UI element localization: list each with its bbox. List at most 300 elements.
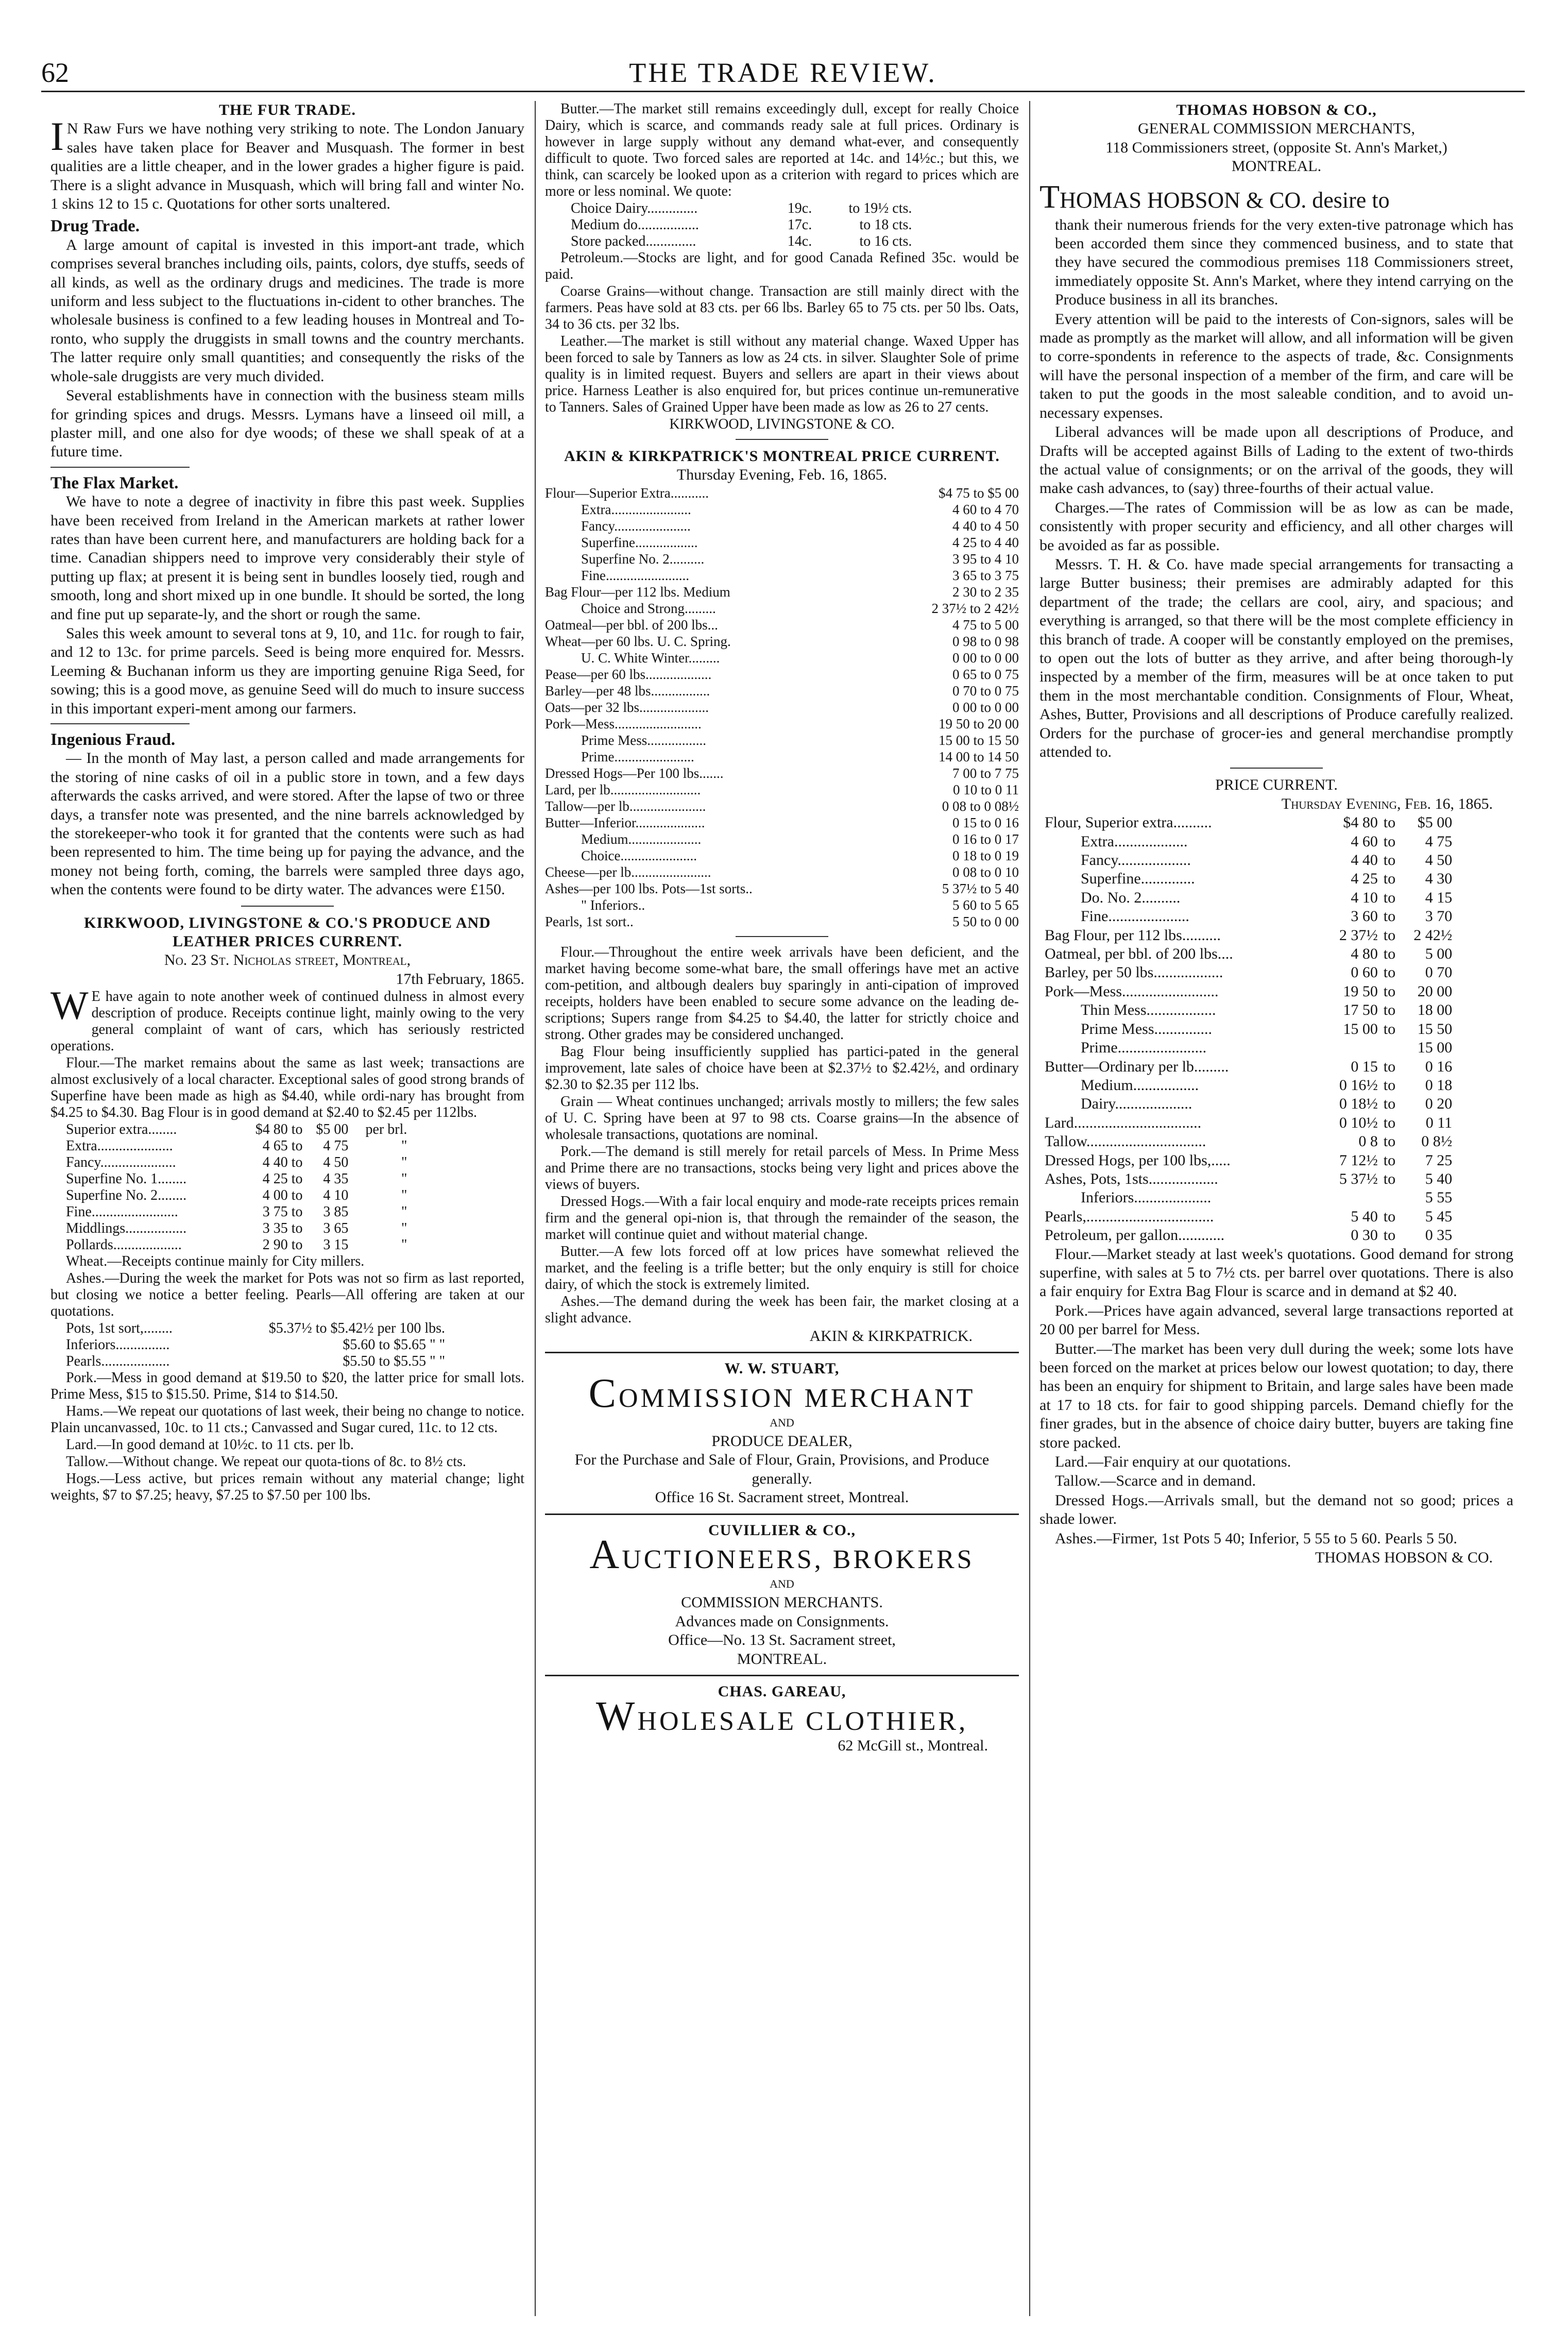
table-cell: Oatmeal, per bbl. of 200 lbs.... (1045, 945, 1233, 963)
table-row (1045, 1058, 1452, 1076)
table-row (571, 200, 912, 217)
table-cell: to (1383, 982, 1396, 1000)
table-cell: Fancy..................... (66, 1154, 176, 1171)
table-cell: Cheese—per lb....................... (545, 864, 711, 880)
table-cell: 17c. (787, 217, 812, 233)
table-cell: to (1383, 1095, 1396, 1113)
kl-ashes-table (66, 1320, 445, 1370)
akin-grain: Grain — Wheat continues unchanged; arrivals mostly to millers; the few sales of U. C. Spring have been at 97 to 98 cts. Coarse grains—In the absence of wholesale transactions, quotations are nominal. (545, 1093, 1019, 1143)
section-rule (1230, 768, 1323, 769)
kl-butter: Butter.—The market still remains exceedingly dull, except for really Choice Dairy, which is scarce, and commands ready sale at full prices. Ordinary is however in large supply without any demand what-ever, and consequently difficult to quote. Two forced sales are reported at 14c. and 14½c.; but this, we think, can scarcely be looked upon as a criterion with regard to prices which are more or less nominal. We quote: (545, 101, 1019, 199)
table-cell: 0 18 (1425, 1076, 1453, 1094)
table-cell: 0 15 to 0 16 (952, 814, 1019, 830)
cuvillier-line2: COMMISSION MERCHANTS. (681, 1594, 883, 1611)
stuart-line3: For the Purchase and Sale of Flour, Grain, Provisions, and Produce generally. (574, 1451, 990, 1487)
kl-intro: W E have again to note another week of continued dulness in almost every description of produce. Receipts continue light, mainly owing to the very general complaint of want of cars, which has seriously restricted operations. (50, 983, 524, 1055)
table-cell: 19 50 (1343, 982, 1378, 1000)
table-row (545, 765, 1019, 781)
table-row (545, 864, 1019, 880)
table-cell: to (1383, 1151, 1396, 1169)
kl-date: 17th February, 1865. (396, 970, 524, 988)
table-cell: 0 70 to 0 75 (952, 683, 1019, 699)
table-cell: 2 37½ to 2 42½ (931, 600, 1019, 616)
table-row (1045, 813, 1452, 832)
table-cell: Dairy.................... (1081, 1095, 1192, 1113)
table-cell: Superfine No. 1........ (66, 1171, 187, 1187)
table-cell: 0 30 (1351, 1227, 1378, 1244)
table-cell: Oats—per 32 lbs.................... (545, 699, 709, 715)
table-row (571, 217, 912, 233)
table-row (66, 1220, 407, 1237)
table-cell: Bag Flour, per 112 lbs.......... (1045, 926, 1221, 944)
table-cell: $5.60 to $5.65 " " (343, 1337, 445, 1353)
table-cell: $5.50 to $5.55 " " (343, 1353, 445, 1370)
table-row (66, 1320, 445, 1337)
table-cell: 0 18½ (1339, 1095, 1378, 1113)
table-row (1045, 851, 1452, 870)
column-2 (545, 101, 1019, 2084)
column-divider (1029, 101, 1030, 2316)
table-cell: 0 18 to 0 19 (952, 847, 1019, 863)
table-cell: " (401, 1220, 407, 1237)
table-cell: 4 30 (1425, 870, 1453, 888)
akin-signature: AKIN & KIRKPATRICK. (809, 1327, 973, 1345)
table-cell: 5 40 (1351, 1207, 1378, 1225)
cuvillier-line3: Advances made on Consignments. (675, 1612, 889, 1630)
table-cell: Pearls................... (66, 1353, 170, 1370)
table-cell: 5 40 (1425, 1170, 1453, 1187)
table-row (545, 831, 1019, 847)
table-cell: Ashes—per 100 lbs. Pots—1st sorts.. (545, 880, 753, 896)
table-cell: " (401, 1187, 407, 1204)
table-cell: Thin Mess.................. (1081, 1001, 1216, 1019)
akin-title: AKIN & KIRKPATRICK'S MONTREAL PRICE CURRENT. (564, 448, 1000, 465)
table-row (545, 534, 1019, 551)
hobson-sub2: 118 Commissioners street, (opposite St. Ann's Market,) (1105, 139, 1447, 156)
table-cell: 0 8½ (1421, 1133, 1453, 1150)
table-cell: Wheat—per 60 lbs. U. C. Spring. (545, 633, 731, 649)
table-cell: 4 00 to (262, 1187, 303, 1204)
table-cell: Choice and Strong......... (581, 600, 716, 616)
table-cell: Medium..................... (581, 831, 702, 847)
kl-address: No. 23 St. Nicholas street, Montreal, (164, 951, 411, 969)
drop-cap: I (50, 114, 64, 159)
table-cell: 2 90 to (262, 1237, 303, 1253)
kl-signature: KIRKWOOD, LIVINGSTONE & CO. (669, 416, 895, 432)
table-cell: 3 70 (1425, 908, 1453, 925)
table-cell: " (401, 1204, 407, 1220)
cuvillier-line4: Office—No. 13 St. Sacrament street, (668, 1631, 896, 1649)
table-cell: 5 00 (1425, 945, 1453, 963)
table-cell: 0 00 to 0 00 (952, 650, 1019, 666)
table-cell: 4 40 to (262, 1154, 303, 1171)
table-cell: to 19½ cts. (848, 200, 912, 216)
table-row (1045, 945, 1452, 963)
table-row (1045, 982, 1452, 1001)
hobson-p1: thank their numerous friends for the very exten-tive patronage which has been accorded them since they commenced business, and to state that they have secured the commodious premises 118 Commissioners street, immediately opposite St. Ann's Market, where they intend carrying on the Produce business in all its branches. (1055, 216, 1513, 309)
table-cell: to (1383, 1133, 1396, 1150)
table-row (1045, 926, 1452, 945)
table-cell: Flour—Superior Extra........... (545, 485, 709, 501)
flax-market-p1: We have to note a degree of inactivity in fibre this past week. Supplies have been received from Ireland in the American markets at rather lower rates than have been current here, and manufacturers are holding back for a time. Canadian shippers need to improve very considerably their style of putting up flax; at present it is being sent in bundles loosely tied, rough and smooth, long and short mixed up in one bundle. It should be sorted, the long and fine put up separate-ly, and the short or rough the same. (50, 493, 524, 623)
table-row (1045, 870, 1452, 888)
akin-price-table (545, 485, 1019, 930)
table-cell: 4 15 (1425, 889, 1453, 906)
hobson-price-table (1045, 813, 1452, 1245)
section-rule (50, 467, 190, 468)
table-cell: $4 75 to $5 00 (938, 485, 1019, 501)
table-row (545, 699, 1019, 716)
fur-trade-title: THE FUR TRADE. (219, 101, 356, 118)
table-cell: 3 15 (323, 1237, 349, 1253)
table-cell: 5 55 (1425, 1189, 1453, 1206)
table-cell: Flour, Superior extra.......... (1045, 814, 1212, 831)
table-cell: Pearls,................................. (1045, 1207, 1214, 1225)
drug-trade-title: Drug Trade. (50, 217, 140, 236)
table-row (66, 1138, 407, 1154)
table-cell: 17 50 (1343, 1001, 1378, 1019)
table-cell: $4 80 to (255, 1121, 303, 1138)
ad-rule (545, 1513, 1019, 1515)
price-current-date: Thursday Evening, Feb. 16, 1865. (1281, 795, 1493, 812)
section-rule (241, 906, 334, 907)
section-rule (736, 439, 828, 440)
table-row (571, 233, 912, 250)
table-cell: Superfine No. 2.......... (581, 551, 705, 567)
table-cell: " (401, 1154, 407, 1171)
table-cell: to (1383, 1020, 1396, 1038)
cuvillier-name: CUVILLIER & CO., (708, 1521, 856, 1539)
table-cell: Ashes, Pots, 1sts.................. (1045, 1170, 1218, 1187)
table-cell: to 18 cts. (859, 217, 912, 233)
table-cell: 4 65 to (262, 1138, 303, 1154)
table-row (1045, 907, 1452, 926)
table-cell: 3 60 (1351, 908, 1378, 925)
kl-ashes: Ashes.—During the week the market for Pots was not so firm as last reported, but closing we notice a better feeling. Pearls—All offering are taken at our quotations. (50, 1270, 524, 1320)
table-cell: Bag Flour—per 112 lbs. Medium (545, 584, 730, 600)
column-3 (1039, 101, 1513, 2316)
table-row (545, 913, 1019, 930)
kl-lard: Lard.—In good demand at 10½c. to 11 cts. per lb. (66, 1437, 354, 1453)
table-cell: to (1383, 1001, 1396, 1019)
table-cell: Prime....................... (581, 749, 694, 764)
table-cell: to (1383, 889, 1396, 906)
page-title: THE TRADE REVIEW. (629, 57, 937, 88)
table-cell: 4 75 to 5 00 (952, 617, 1019, 633)
table-cell: Medium................. (1081, 1076, 1199, 1094)
table-cell: " Inferiors.. (581, 897, 645, 913)
table-row (545, 880, 1019, 897)
table-cell: " (401, 1237, 407, 1253)
table-cell: 4 25 (1351, 870, 1378, 888)
table-cell: 3 35 to (262, 1220, 303, 1237)
stuart-headline: COMMISSION MERCHANT (588, 1370, 976, 1416)
hobson-charges: Charges.—The rates of Commission will be as low as can be made, consistently with proper security and efficiency, and all other charges will be avoided as far as possible. (1039, 499, 1513, 554)
table-cell: 0 16 (1425, 1058, 1453, 1075)
akin-butter: Butter.—A few lots forced off at low prices have somewhat relieved the market, and the feeling is a trifle better; but the only enquiry is still for choice dairy, of which the stock is extremely limited. (545, 1243, 1019, 1292)
stuart-and: AND (770, 1416, 794, 1429)
table-cell: to (1383, 1114, 1396, 1131)
table-cell: 0 10 to 0 11 (953, 781, 1019, 797)
table-cell: to (1383, 832, 1396, 850)
table-row (545, 666, 1019, 683)
table-cell: 4 10 (323, 1187, 349, 1204)
table-cell: Oatmeal—per bbl. of 200 lbs... (545, 617, 718, 633)
table-row (1045, 832, 1452, 851)
table-row (1045, 1170, 1452, 1188)
table-row (545, 749, 1019, 765)
table-row (545, 551, 1019, 567)
table-cell: Dressed Hogs, per 100 lbs,..... (1045, 1151, 1231, 1169)
table-cell: to 16 cts. (859, 233, 912, 249)
table-cell (1378, 1188, 1395, 1207)
akin-bag-flour: Bag Flour being insufficiently supplied has partici-pated in the general improvement, late sales of choice have been at $2.37½ to $2.42½, and ordinary $2.30 to $2.35 per 112 lbs. (545, 1043, 1019, 1093)
table-cell: 4 60 to 4 70 (952, 501, 1019, 517)
ad-rule (545, 1675, 1019, 1676)
table-row (545, 567, 1019, 584)
table-cell: Fancy................... (1081, 852, 1191, 869)
akin-ashes: Ashes.—The demand during the week has been fair, the market closing at a slight advance. (545, 1293, 1019, 1326)
column-1 (50, 101, 524, 2306)
table-cell: 18 00 (1417, 1001, 1453, 1019)
table-cell: to (1383, 870, 1396, 888)
table-cell: " (401, 1138, 407, 1154)
table-cell: 4 60 (1351, 832, 1378, 850)
table-row (545, 501, 1019, 518)
table-cell: 3 85 (323, 1204, 349, 1220)
gareau-address: 62 McGill st., Montreal. (838, 1737, 988, 1754)
table-cell: 20 00 (1417, 982, 1453, 1000)
table-cell: 0 16½ (1339, 1076, 1378, 1094)
table-row (1045, 1132, 1452, 1151)
table-cell: 0 16 to 0 17 (952, 831, 1019, 847)
kl-wheat: Wheat.—Receipts continue mainly for City millers. (66, 1253, 365, 1270)
table-cell: " (401, 1171, 407, 1187)
table-cell: 3 65 (323, 1220, 349, 1237)
table-cell: to (1383, 926, 1396, 944)
table-cell: 0 10½ (1339, 1114, 1378, 1131)
table-cell: 4 75 (323, 1138, 349, 1154)
table-row (545, 847, 1019, 864)
table-cell: 0 08 to 0 10 (952, 864, 1019, 880)
table-row (545, 683, 1019, 699)
table-cell: 5 37½ to 5 40 (942, 880, 1019, 896)
hobson-title: THOMAS HOBSON & CO., (1176, 101, 1377, 118)
table-cell: Superfine.............. (1081, 870, 1195, 888)
drop-cap: W (50, 983, 89, 1028)
cuvillier-line5: MONTREAL. (737, 1650, 827, 1668)
table-cell: 0 8 (1358, 1133, 1378, 1150)
kl-hams: Hams.—We repeat our quotations of last week, their being no change to notice. Plain uncanvassed, 10c. to 11 cts.; Canvassed and Sugar cured, 11c. to 12 cts. (50, 1403, 524, 1436)
table-cell (1378, 1039, 1395, 1057)
table-row (545, 732, 1019, 749)
price-current-title: PRICE CURRENT. (1215, 776, 1338, 794)
table-row (66, 1337, 445, 1353)
table-cell: 4 10 (1351, 889, 1378, 906)
cuvillier-and: AND (770, 1577, 794, 1591)
table-row (66, 1237, 407, 1253)
table-cell: 7 12½ (1339, 1151, 1378, 1169)
table-cell: Fancy...................... (581, 518, 691, 534)
table-cell: Barley, per 50 lbs.................. (1045, 964, 1223, 981)
hobson-flour: Flour.—Market steady at last week's quotations. Good demand for strong superfine, with sales at 5 to 7½ cts. per barrel over quotations. There is also a fair enquiry for Extra Bag Flour is scarce and in demand at $2 40. (1039, 1245, 1513, 1300)
table-cell: $5.37½ to $5.42½ per 100 lbs. (268, 1320, 445, 1337)
table-cell: 0 11 (1425, 1114, 1453, 1131)
table-cell: Lard, per lb.......................... (545, 781, 701, 797)
table-row (545, 617, 1019, 633)
table-cell: 5 45 (1425, 1207, 1453, 1225)
table-cell: Pollards................... (66, 1237, 182, 1253)
fraud-title: Ingenious Fraud. (50, 730, 176, 749)
table-row (1045, 1207, 1452, 1226)
table-row (545, 781, 1019, 798)
table-cell: Middlings................. (66, 1220, 187, 1237)
section-rule (736, 936, 828, 937)
table-cell: $5 00 (316, 1121, 349, 1138)
table-cell: Do. No. 2.......... (1081, 889, 1181, 906)
table-cell: 0 00 to 0 00 (952, 699, 1019, 715)
table-cell: Fine..................... (1081, 908, 1189, 925)
table-row (545, 485, 1019, 501)
table-cell: 3 75 to (262, 1204, 303, 1220)
table-row (1045, 1020, 1452, 1039)
table-row (66, 1187, 407, 1204)
hobson-p3: Liberal advances will be made upon all descriptions of Produce, and Drafts will be accepted against Bills of Lading to the extent of two-thirds the actual value of consignments; or on the arrival of the goods, they will make cash advances, to (say) three-fourths of their actual value. (1039, 423, 1513, 497)
hobson-lead: THOMAS HOBSON & CO. desire to (1039, 178, 1390, 215)
table-cell: Choice Dairy.............. (571, 200, 698, 216)
hobson-butter: Butter.—The market has been very dull during the week; some lots have been forced on the market at prices below our lowest quotation; to day, there has been an enquiry for shipment to Britain, and large sales have been made at 17 to 18 cts. for fair to good shipping parcels. Demand chiefly for the finer grades, but in the absence of choice dairy butter, buyers are taking fine store packed. (1039, 1340, 1513, 1451)
page-header (41, 57, 1525, 93)
table-cell: to (1383, 1170, 1396, 1187)
akin-flour: Flour.—Throughout the entire week arrivals have been deficient, and the market having become some-what bare, the small offerings have met an active com-petition, and altbough dealers buy sparingly in anti-cipation of improved receipts, holders have been enabled to secure some advance on the leading de-scriptions; Supers range from $4.25 to $4.40, the latter for strictly choice and strong. Other grades may be considered unchanged. (545, 944, 1019, 1043)
table-row (545, 600, 1019, 617)
table-row (1045, 1095, 1452, 1113)
table-cell: U. C. White Winter......... (581, 650, 720, 666)
fraud-body: — In the month of May last, a person called and made arrangements for the storing of nine casks of oil in a public store in town, and a few days afterwards the casks arrived, and were stored. After the lapse of two or three days, a transfer note was presented, and the nine barrels acknowledged by the storekeeper-who took it for granted that the contents were such as had been represented to him. The time being up for paying the advance, and the money not being forth, coming, the barrels were sampled three days ago, when the contents were found to be dirty water. The advances were £150. (50, 750, 524, 898)
table-row (1045, 1226, 1452, 1245)
table-row (545, 650, 1019, 666)
table-cell: Superior extra........ (66, 1121, 177, 1138)
flax-market-title: The Flax Market. (50, 473, 179, 492)
table-cell: 4 50 (1425, 852, 1453, 869)
table-cell: to (1383, 1076, 1396, 1094)
table-cell: Fine........................ (581, 567, 690, 583)
table-cell: Inferiors............... (66, 1337, 170, 1353)
table-cell: Pork—Mess......................... (1045, 982, 1219, 1000)
table-cell: 7 25 (1425, 1151, 1453, 1169)
table-cell: to (1383, 814, 1396, 831)
table-cell: 0 70 (1425, 964, 1453, 981)
table-cell: 15 50 (1417, 1020, 1453, 1038)
table-cell: Inferiors.................... (1081, 1189, 1212, 1206)
table-cell: Fine........................ (66, 1204, 178, 1220)
table-row (545, 518, 1019, 534)
stuart-name: W. W. STUART, (724, 1360, 840, 1377)
cuvillier-headline: AUCTIONEERS, BROKERS (589, 1532, 975, 1578)
table-cell: Prime Mess............... (1081, 1020, 1212, 1038)
table-cell: to (1383, 1227, 1396, 1244)
table-cell: 5 50 to 0 00 (952, 913, 1019, 929)
table-cell: 5 60 to 5 65 (952, 897, 1019, 913)
table-row (545, 633, 1019, 650)
hobson-sub3: MONTREAL. (1231, 158, 1322, 175)
table-row (66, 1204, 407, 1220)
table-cell: 14 00 to 14 50 (938, 749, 1019, 764)
table-row (545, 814, 1019, 831)
table-cell: Prime Mess................. (581, 732, 706, 748)
table-row (545, 716, 1019, 732)
table-row (1045, 1001, 1452, 1019)
section-rule (50, 723, 190, 724)
table-cell: $5 00 (1417, 814, 1453, 831)
table-row (1045, 1114, 1452, 1132)
table-cell: Tallow............................... (1045, 1133, 1206, 1150)
table-cell: 4 80 (1351, 945, 1378, 963)
kl-pork: Pork.—Mess in good demand at $19.50 to $20, the latter price for small lots. Prime Mess, $15 to $15.50. Prime, $14 to $14.50. (50, 1370, 524, 1403)
hobson-p5: Messrs. T. H. & Co. have made special arrangements for transacting a large Butter business; their premises are admirably adapted for this department of the trade; the cellars are cool, airy, and spacious; and everything is arranged, so that there will be the most complete efficiency in this branch of trade. A cooper will be constantly employed on the premises, to open out the lots of butter as they arrive, and after being thorough-ly inspected by a member of the firm, measures will be at once taken to put them in the most merchantable condition. Consignments of Flour, Wheat, Ashes, Butter, Provisions and all descriptions of Produce carefully realized. Orders for the purchase of grocer-ies and general merchandise promptly attended to. (1039, 555, 1513, 760)
table-cell: Butter—Ordinary per lb......... (1045, 1058, 1229, 1075)
flax-market-p2: Sales this week amount to several tons at 9, 10, and 11c. for rough to fair, and 12 to 13c. for prime parcels. Seed is being more enquired for. Messrs. Leeming & Buchanan inform us they are importing genuine Riga Seed, for sowing; this is a good move, as genuine Seed will do much to insure success in this important experi-ment among our farmers. (50, 624, 524, 717)
table-cell: 0 65 to 0 75 (952, 666, 1019, 682)
hobson-tallow: Tallow.—Scarce and in demand. (1055, 1472, 1256, 1490)
table-row (1045, 1151, 1452, 1170)
table-row (1045, 1188, 1452, 1207)
kl-flour-table (66, 1121, 407, 1253)
table-cell: 15 00 (1417, 1039, 1453, 1057)
column-divider (535, 101, 536, 2316)
table-cell: Extra................... (1081, 832, 1188, 850)
table-row (545, 798, 1019, 814)
hobson-sub1: GENERAL COMMISSION MERCHANTS, (1137, 120, 1416, 138)
table-cell: Barley—per 48 lbs................. (545, 683, 710, 699)
table-cell: 7 00 to 7 75 (952, 765, 1019, 781)
table-cell: Tallow—per lb...................... (545, 798, 706, 814)
table-cell: 3 95 to 4 10 (952, 551, 1019, 567)
table-cell: 0 08 to 0 08½ (942, 798, 1019, 814)
table-cell: 0 35 (1425, 1227, 1453, 1244)
table-cell: Store packed.............. (571, 233, 696, 249)
table-cell: 2 30 to 2 35 (952, 584, 1019, 600)
table-cell: Lard................................. (1045, 1114, 1202, 1131)
table-cell (1321, 1039, 1378, 1057)
table-cell: 0 98 to 0 98 (952, 633, 1019, 649)
table-cell: Extra..................... (66, 1138, 173, 1154)
table-cell: $4 80 (1343, 814, 1378, 831)
header-rule (41, 91, 1525, 92)
kl-title: KIRKWOOD, LIVINGSTONE & CO.'S PRODUCE AND LEATHER PRICES CURRENT. (84, 914, 491, 950)
table-cell: Extra....................... (581, 501, 691, 517)
table-cell: 0 20 (1425, 1095, 1453, 1113)
table-cell: 4 25 to 4 40 (952, 534, 1019, 550)
fur-trade-body: I N Raw Furs we have nothing very striking to note. The London January sales have taken place for Beaver and Musquash. The former in best qualities are a little cheaper, and in the lower grades a higher figure is paid. There is a slight advance in Musquash, which will bring fall and winter No. 1 skins 12 to 15 c. Quotations for other sorts unaltered. (50, 114, 524, 213)
table-row (1045, 1076, 1452, 1095)
kl-leather: Leather.—The market is still without any material change. Waxed Upper has been forced to sale by Tanners as low as 24 cts. in silver. Slaughter Sole of prime quality is in limited request. Buyers and sellers are apart in their views about price. Harness Leather is also enquired for, but prices continue un-remunerative to Tanners. Sales of Grained Upper have been made as low as 26 to 27 cents. (545, 333, 1019, 415)
kl-petroleum: Petroleum.—Stocks are light, and for good Canada Refined 35c. would be paid. (545, 250, 1019, 282)
table-cell: to (1383, 945, 1396, 963)
table-cell: to (1383, 852, 1396, 869)
akin-date: Thursday Evening, Feb. 16, 1865. (676, 466, 888, 484)
table-cell: Pease—per 60 lbs................... (545, 666, 712, 682)
page-number: 62 (41, 57, 69, 88)
table-cell: Choice...................... (581, 847, 697, 863)
stuart-line2: PRODUCE DEALER, (711, 1433, 853, 1450)
table-cell: 4 75 (1425, 832, 1453, 850)
table-cell: Superfine No. 2........ (66, 1187, 187, 1204)
table-cell: Petroleum, per gallon............ (1045, 1227, 1225, 1244)
stuart-line4: Office 16 St. Sacrament street, Montreal. (655, 1489, 909, 1506)
table-row (66, 1121, 407, 1138)
table-cell: Medium do................. (571, 217, 699, 233)
